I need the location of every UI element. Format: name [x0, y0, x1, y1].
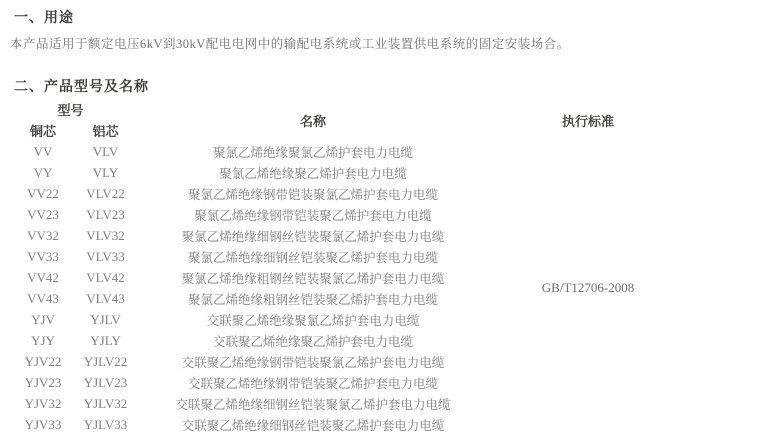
cable-name: 聚氯乙烯绝缘聚氯乙烯护套电力电缆 — [213, 145, 414, 160]
copper-model: VY — [33, 164, 53, 180]
cable-name: 聚氯乙烯绝缘粗钢丝铠装聚氯乙烯护套电力电缆 — [181, 271, 445, 286]
copper-model: YJY — [31, 332, 55, 348]
copper-model: VV23 — [27, 206, 59, 222]
cable-name: 交联聚乙烯绝缘细钢丝铠装聚氯乙烯护套电力电缆 — [175, 397, 451, 412]
copper-model: VV33 — [27, 248, 59, 264]
standard-column-header: 执行标准 — [562, 114, 615, 129]
aluminum-model: VLV33 — [86, 248, 125, 264]
aluminum-model: VLY — [92, 164, 119, 180]
aluminum-model: YJLV32 — [83, 395, 128, 411]
filler-header — [683, 100, 756, 141]
table-row — [8, 141, 756, 162]
aluminum-core-header: 铝芯 — [92, 123, 119, 139]
standard-value: GB/T12706-2008 — [541, 280, 635, 295]
cable-name: 聚氯乙烯绝缘细钢丝铠装聚乙烯护套电力电缆 — [188, 250, 439, 265]
model-group-header: 型号 — [57, 103, 84, 118]
copper-model: YJV22 — [24, 353, 62, 369]
cable-name: 聚氯乙烯绝缘聚乙烯护套电力电缆 — [219, 166, 407, 181]
cable-name: 交联聚乙烯绝缘聚乙烯护套电力电缆 — [213, 334, 414, 349]
aluminum-model: YJLV33 — [83, 416, 128, 432]
cable-name: 聚氯乙烯绝缘钢带铠装聚氯乙烯护套电力电缆 — [188, 187, 439, 202]
cable-name: 交联聚乙烯绝缘细钢丝铠装聚乙烯护套电力电缆 — [181, 418, 445, 433]
table-header-row-top — [8, 100, 756, 119]
copper-model: YJV33 — [24, 416, 62, 432]
aluminum-model: VLV32 — [86, 227, 125, 243]
cable-name: 交联聚乙烯绝缘聚氯乙烯护套电力电缆 — [206, 313, 420, 328]
cable-name: 聚氯乙烯绝缘细钢丝铠装聚氯乙烯护套电力电缆 — [181, 229, 445, 244]
aluminum-model: VLV42 — [86, 269, 125, 285]
cable-name: 聚氯乙烯绝缘粗钢丝铠装聚乙烯护套电力电缆 — [188, 292, 439, 307]
copper-model: VV32 — [27, 227, 59, 243]
section-usage-heading: 一、用途 — [14, 11, 74, 26]
section-models-heading: 二、产品型号及名称 — [14, 80, 149, 95]
cable-name: 交联聚乙烯绝缘钢带铠装聚乙烯护套电力电缆 — [188, 376, 439, 391]
copper-model: VV22 — [27, 185, 59, 201]
copper-model: VV — [33, 143, 53, 159]
copper-model: VV42 — [27, 269, 59, 285]
copper-model: YJV — [31, 311, 55, 327]
cable-name: 交联聚乙烯绝缘钢带铠装聚氯乙烯护套电力电缆 — [181, 355, 445, 370]
aluminum-model: YJLV22 — [83, 353, 128, 369]
copper-model: YJV32 — [24, 395, 62, 411]
aluminum-model: VLV22 — [86, 185, 125, 201]
filler-cell — [683, 141, 756, 435]
aluminum-model: YJLV23 — [83, 374, 128, 390]
copper-model: VV43 — [27, 290, 59, 306]
aluminum-model: VLV — [92, 143, 119, 159]
cable-name: 聚氯乙烯绝缘钢带铠装聚乙烯护套电力电缆 — [194, 208, 432, 223]
aluminum-model: VLV23 — [86, 206, 125, 222]
copper-model: YJV23 — [24, 374, 62, 390]
product-models-table — [8, 100, 756, 435]
aluminum-model: YJLY — [90, 332, 121, 348]
aluminum-model: YJLV — [90, 311, 121, 327]
usage-paragraph: 本产品适用于额定电压6kV到30kV配电电网中的输配电系统或工业装置供电系统的固定安装场合。 — [10, 37, 570, 51]
aluminum-model: VLV43 — [86, 290, 125, 306]
copper-core-header: 铜芯 — [29, 123, 56, 139]
name-column-header: 名称 — [300, 114, 327, 129]
